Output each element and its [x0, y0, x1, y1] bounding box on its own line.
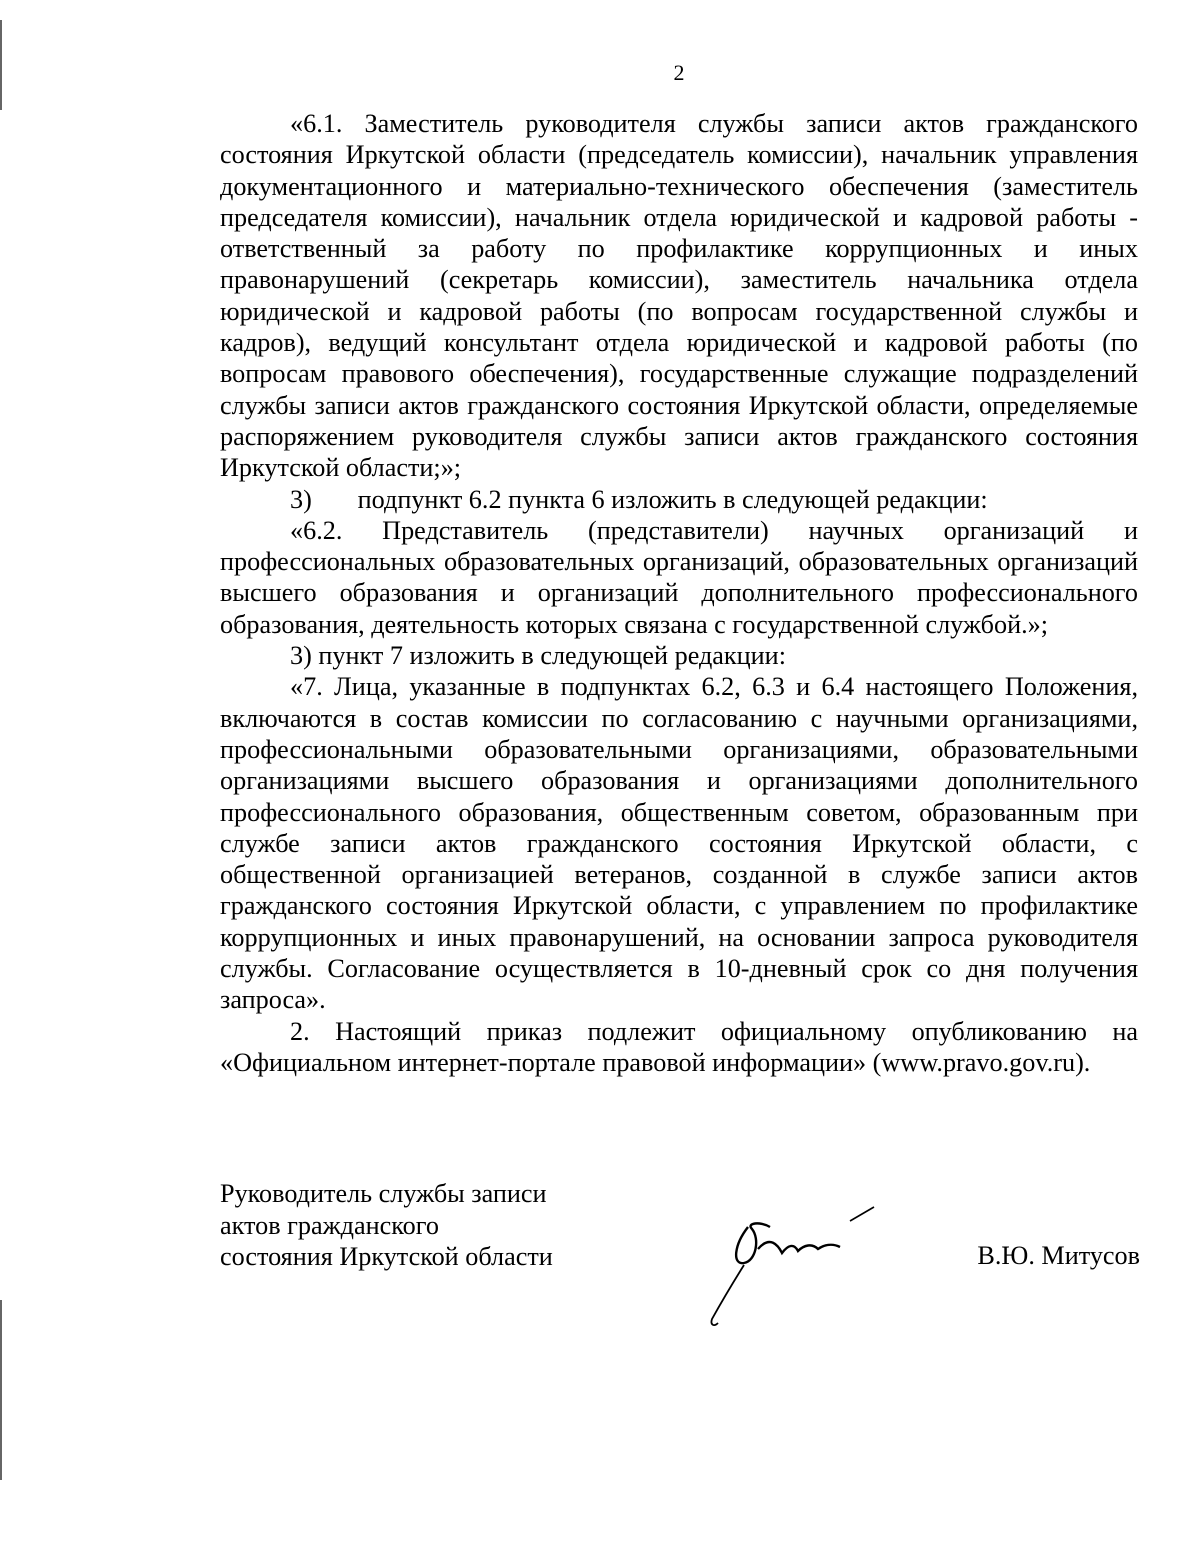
handwritten-signature	[700, 1205, 900, 1335]
page-number: 2	[673, 60, 685, 85]
scan-edge-mark	[0, 1300, 2, 1480]
document-body	[220, 108, 1138, 1078]
paragraph-6-2: «6.2. Представитель (представители) научных организаций и профессиональных образовательных организаций, образовательных организаций высшего образования и организаций дополнительного профессионального образования, деятельность которых связана с государственной службой.»;	[220, 515, 1138, 639]
paragraph-7: «7. Лица, указанные в подпунктах 6.2, 6.3 и 6.4 настоящего Положения, включаются в состав комиссии по согласованию с научными организациями, профессиональными образовательными организациями, образовательными организациями высшего образования и организациями дополнительного профессионального образования, общественным советом, образованным при службе записи актов гражданского состояния Иркутской области, с общественной организацией ветеранов, созданной в службе записи актов гражданского состояния Иркутской области, с управлением по профилактике коррупционных и иных правонарушений, на основании запроса руководителя службы. Согласование осуществляется в 10-дневный срок со дня получения запроса».	[220, 672, 1138, 1015]
paragraph-publication: 2. Настоящий приказ подлежит официальному опубликованию на «Официальном интернет-портале правовой информации» (www.pravo.gov.ru).	[220, 1016, 1138, 1077]
paragraph-6-1: «6.1. Заместитель руководителя службы записи актов гражданского состояния Иркутской области (председатель комиссии), начальник управления документационного и материально-технического обеспечения (заместитель председателя комиссии), начальник отдела юридической и кадровой работы - ответственный за работу по профилактике коррупционных и иных правонарушений (секретарь комиссии), заместитель начальника отдела юридической и кадровой работы (по вопросам государственной службы и кадров), ведущий консультант отдела юридической и кадровой работы (по вопросам правового обеспечения), государственные служащие подразделений службы записи актов гражданского состояния Иркутской области, определяемые распоряжением руководителя службы записи актов гражданского состояния Иркутской области;»;	[220, 109, 1138, 483]
position-line: Руководитель службы записи	[220, 1179, 547, 1208]
position-line: актов гражданского	[220, 1210, 439, 1240]
paragraph-item-3-second: 3) пункт 7 изложить в следующей редакции:	[290, 641, 786, 671]
signer-name: В.Ю. Митусов	[977, 1241, 1140, 1270]
position-line: состояния Иркутской области	[220, 1242, 553, 1271]
signatory-position	[220, 1178, 553, 1273]
paragraph-item-3-first: 3) подпункт 6.2 пункта 6 изложить в следующей редакции:	[290, 484, 988, 514]
